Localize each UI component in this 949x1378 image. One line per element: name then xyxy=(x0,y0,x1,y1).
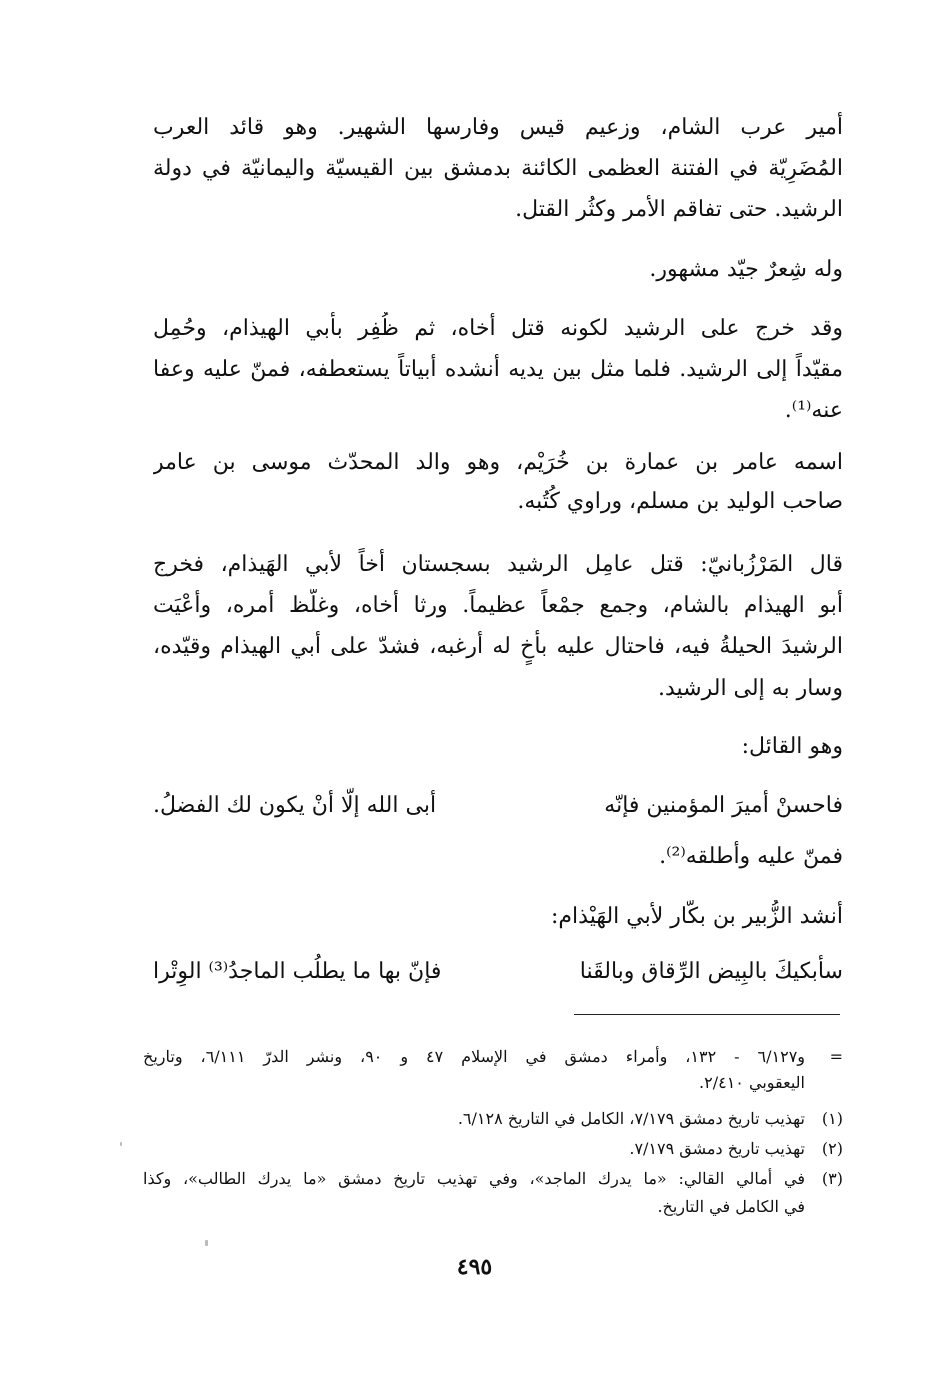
text-line: فمنّ عليه وأطلقه⁽²⁾. xyxy=(659,844,843,869)
text-line: وله شِعرٌ جيّد مشهور. xyxy=(649,257,843,282)
footnote-marker: (٣) xyxy=(821,1169,843,1188)
poem-verse xyxy=(153,786,843,826)
footnote xyxy=(143,1136,843,1162)
text-line: اسمه عامر بن عمارة بن خُرَيْم، وهو والد المحدّث موسى بن عامر xyxy=(153,450,843,475)
footnote-text: و٦/١٢٧ - ١٣٢، وأمراء دمشق في الإسلام ٤٧ و ٩٠، ونشر الدرّ ٦/١١١، وتاريخ xyxy=(143,1047,806,1066)
text-line: المُضَرِيّة في الفتنة العظمى الكائنة بدمشق بين القيسيّة واليمانيّة في دولة xyxy=(153,156,843,181)
text-line: صاحب الوليد بن مسلم، وراوي كُتُبه. xyxy=(517,489,843,514)
scan-speck xyxy=(120,1142,122,1146)
text-line: عنه⁽¹⁾. xyxy=(784,398,843,423)
footnote-text: تهذيب تاريخ دمشق ٧/١٧٩، الكامل في التاريخ ٦/١٢٨. xyxy=(457,1109,805,1128)
footnote-text: في الكامل في التاريخ. xyxy=(657,1197,805,1216)
text-line: أمير عرب الشام، وزعيم قيس وفارسها الشهير. وهو قائد العرب xyxy=(153,115,843,140)
verse-first-hemistich: سأبكيكَ بالبِيض الرِّقاق وبالقَنا xyxy=(579,959,843,984)
footnote xyxy=(143,1166,843,1192)
footnote-marker: (١) xyxy=(821,1109,843,1128)
text-line: الرشيدَ الحيلةُ فيه، فاحتال عليه بأخٍ له أرغبه، فشدّ على أبي الهيذام وقيّده، xyxy=(153,634,843,659)
page-number: ٤٩٥ xyxy=(456,1254,493,1280)
text-line: مقيّداً إلى الرشيد. فلما مثل بين يديه أنشده أبياتاً يستعطفه، فمنّ عليه وعفا xyxy=(153,357,843,382)
text-line: أبو الهيذام بالشام، وجمع جمْعاً عظيماً. ورثا أخاه، وغلّظ أمره، وأعْيَت xyxy=(153,593,843,618)
text-line: وهو القائل: xyxy=(741,734,843,759)
footnote-text: اليعقوبي ٢/٤١٠. xyxy=(699,1073,805,1092)
text-line: أنشد الزُّبير بن بكّار لأبي الهَيْذام: xyxy=(551,904,843,929)
scan-speck xyxy=(205,1240,208,1246)
poem-verse xyxy=(153,952,843,992)
footnote-separator xyxy=(574,1014,840,1015)
verse-first-hemistich: فاحسنْ أميرَ المؤمنين فإنّه xyxy=(604,793,843,818)
text-line: الرشيد. حتى تفاقم الأمر وكثُر القتل. xyxy=(515,197,843,222)
footnote xyxy=(143,1106,843,1132)
footnote-text: تهذيب تاريخ دمشق ٧/١٧٩. xyxy=(629,1139,805,1158)
text-line: وقد خرج على الرشيد لكونه قتل أخاه، ثم ظُفِر بأبي الهيذام، وحُمِل xyxy=(153,316,843,341)
verse-second-hemistich: فإنّ بها ما يطلُب الماجدُ⁽³⁾ الوِتْرا xyxy=(153,959,442,984)
footnote xyxy=(143,1044,843,1070)
text-line: وسار به إلى الرشيد. xyxy=(657,676,843,701)
footnote-continuation xyxy=(143,1194,843,1220)
footnote-text: في أمالي القالي: «ما يدرك الماجد»، وفي تهذيب تاريخ دمشق «ما يدرك الطالب»، وكذا xyxy=(143,1169,805,1188)
text-line: قال المَرْزُبانيّ: قتل عامِل الرشيد بسجستان أخاً لأبي الهَيذام، فخرج xyxy=(153,552,843,577)
footnote-continuation xyxy=(143,1070,843,1096)
footnote-marker: = xyxy=(829,1047,843,1066)
footnote-marker: (٢) xyxy=(821,1139,843,1158)
verse-second-hemistich: أبى الله إلّا أنْ يكون لك الفضلُ. xyxy=(153,793,437,818)
